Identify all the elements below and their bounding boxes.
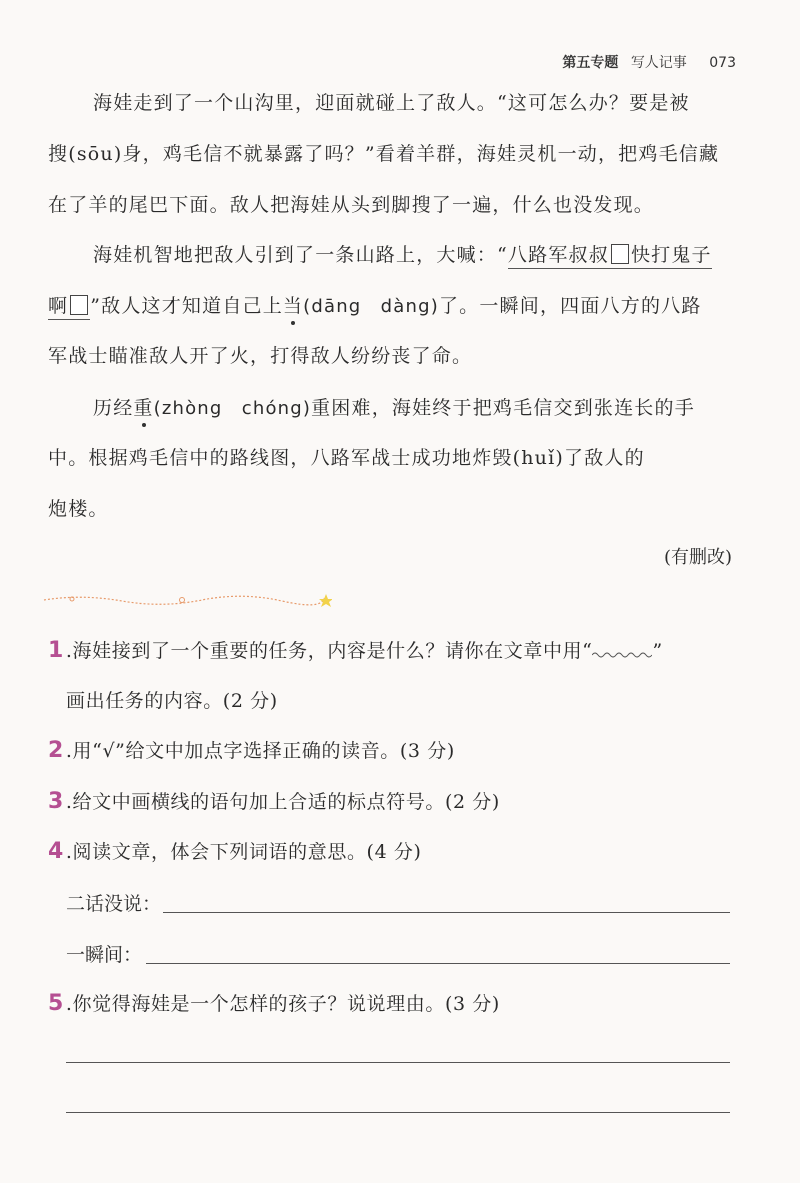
answer-line[interactable] — [66, 1062, 730, 1063]
passage-line: 中。根据鸡毛信中的路线图，八路军战士成功地炸毁(huǐ)了敌人的 — [48, 447, 645, 469]
passage-line: 海娃走到了一个山沟里，迎面就碰上了敌人。“这可怎么办？要是被 — [93, 92, 690, 114]
question-3 — [48, 787, 500, 814]
passage-text: ”敌人这才知道自己上 — [90, 295, 283, 317]
punctuation-box[interactable] — [70, 295, 88, 315]
passage-line — [48, 291, 702, 318]
decorative-divider — [42, 592, 332, 608]
question-text: ” — [652, 640, 663, 662]
question-number: 4 — [48, 839, 64, 864]
question-1-continued: 画出任务的内容。(2 分) — [66, 690, 278, 712]
passage-text: 海娃机智地把敌人引到了一条山路上，大喊：“ — [93, 244, 508, 266]
underlined-text: 快打鬼子 — [630, 244, 712, 266]
pinyin-choice[interactable]: (dāng dàng) — [303, 296, 439, 317]
question-1 — [48, 636, 663, 663]
question-text: .用“√”给文中加点字选择正确的读音。(3 分) — [65, 740, 455, 762]
question-number: 3 — [48, 789, 64, 814]
punctuation-box[interactable] — [611, 244, 629, 264]
section-label: 第五专题 — [562, 55, 619, 71]
star-icon — [319, 594, 332, 607]
passage-line: 搜(sōu)身，鸡毛信不就暴露了吗？”看着羊群，海娃灵机一动，把鸡毛信藏 — [48, 143, 720, 165]
question-text: .阅读文章，体会下列词语的意思。(4 分) — [65, 841, 422, 863]
question-2 — [48, 736, 455, 763]
passage-line — [93, 393, 695, 420]
page-number: 073 — [709, 55, 736, 71]
question-4 — [48, 837, 422, 864]
underlined-text: 八路军叔叔 — [507, 244, 609, 266]
question-5 — [48, 989, 500, 1016]
pinyin-choice[interactable]: (zhòng chóng) — [153, 398, 312, 419]
underlined-sentence — [508, 244, 712, 269]
question-number: 1 — [48, 638, 64, 663]
underlined-text: 啊 — [48, 295, 69, 317]
question-number: 2 — [48, 738, 64, 763]
wavy-line-icon — [592, 645, 652, 659]
question-text: .海娃接到了一个重要的任务，内容是什么？请你在文章中用“ — [65, 640, 593, 662]
question-text: .你觉得海娃是一个怎样的孩子？说说理由。(3 分) — [65, 993, 500, 1015]
answer-line[interactable] — [66, 1112, 730, 1113]
passage-text: 历经 — [93, 397, 134, 419]
passage-text: 重困难，海娃终于把鸡毛信交到张连长的手 — [311, 397, 695, 419]
underlined-sentence — [48, 295, 90, 320]
passage-line: 炮楼。 — [48, 498, 109, 520]
term-label: 一瞬间： — [66, 944, 143, 966]
answer-line[interactable] — [163, 912, 730, 913]
dotted-character: 重 — [133, 397, 154, 419]
passage-line: 在了羊的尾巴下面。敌人把海娃从头到脚搜了一遍，什么也没发现。 — [48, 194, 655, 216]
passage-line: 军战士瞄准敌人开了火，打得敌人纷纷丧了命。 — [48, 345, 473, 367]
passage-line — [93, 240, 712, 267]
question-number: 5 — [48, 991, 64, 1016]
dotted-character: 当 — [282, 295, 304, 317]
question-text: .给文中画横线的语句加上合适的标点符号。(2 分) — [65, 791, 500, 813]
section-title: 写人记事 — [630, 55, 687, 71]
page-header — [562, 52, 736, 72]
source-note: (有删改) — [663, 547, 732, 568]
term-label: 二话没说： — [66, 893, 162, 915]
passage-text: 了。一瞬间，四面八方的八路 — [438, 295, 702, 317]
answer-line[interactable] — [146, 963, 730, 964]
